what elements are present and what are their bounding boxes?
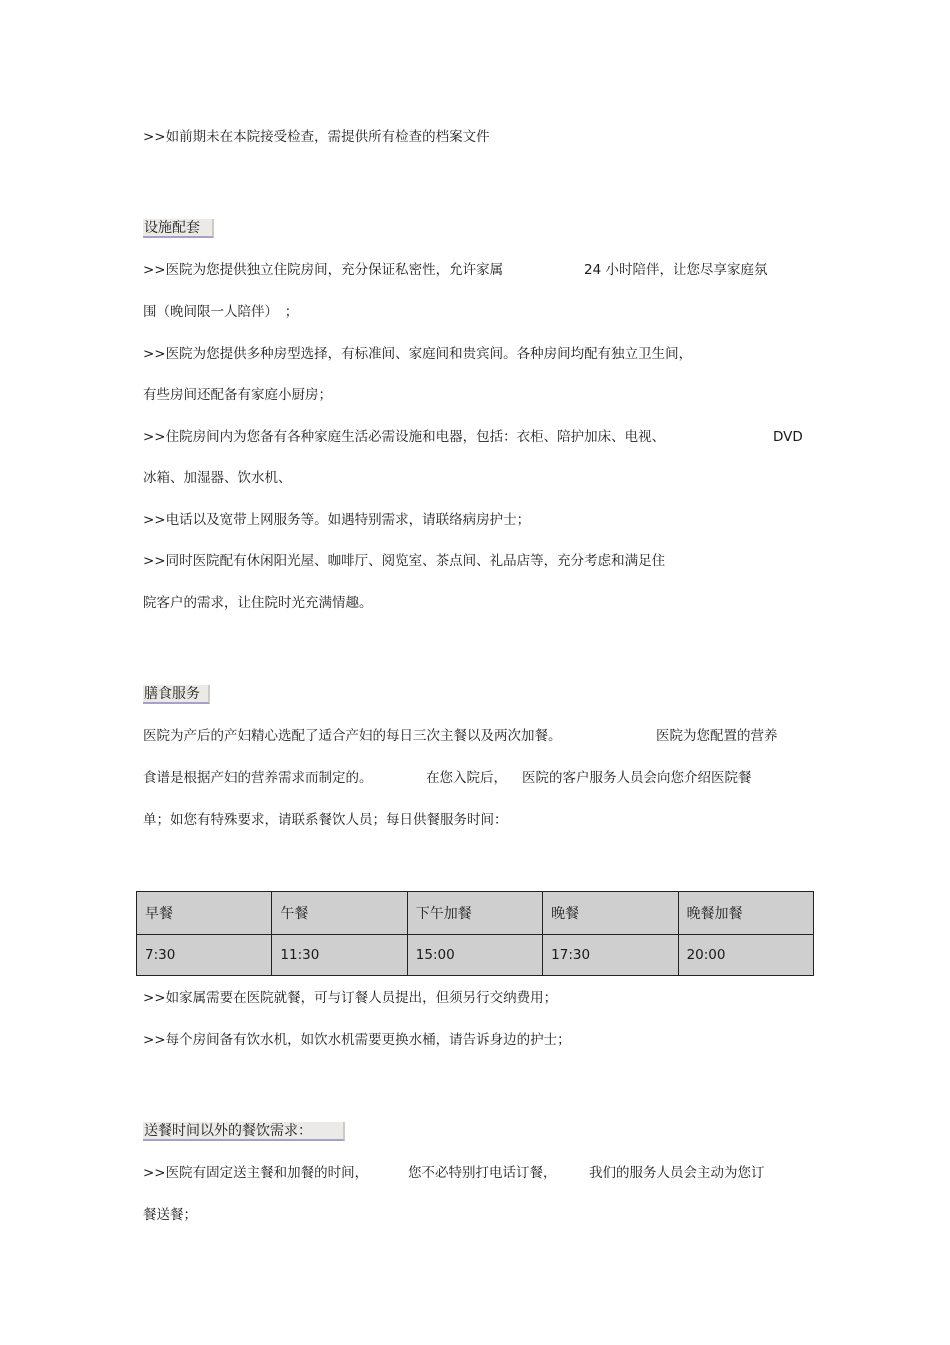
text-segment: DVD [773, 429, 803, 445]
section-heading-meals: 膳食服务 [143, 685, 210, 704]
section-heading-facilities: 设施配套 [143, 219, 214, 238]
paragraph-line: >>电话以及宽带上网服务等。如遇特别需求，请联络病房护士； [143, 512, 531, 528]
paragraph-line: >>医院为您提供多种房型选择，有标准间、家庭间和贵宾间。各种房间均配有独立卫生间， [143, 346, 693, 362]
paragraph-line: >>如家属需要在医院就餐，可与订餐人员提出，但须另行交纳费用； [143, 990, 558, 1006]
text-segment: >>医院为您提供独立住院房间，充分保证私密性，允许家属 [143, 262, 504, 278]
table-cell: 17:30 [543, 935, 678, 976]
text-segment: 在您入院后， [426, 770, 507, 786]
text-segment: 医院的客户服务人员会向您介绍医院餐 [522, 770, 752, 786]
text-segment: 24 小时陪伴，让您尽享家庭氛 [584, 262, 768, 278]
text-segment: >>医院有固定送主餐和加餐的时间， [143, 1165, 369, 1181]
table-header-cell: 早餐 [137, 892, 272, 935]
table-header-row [137, 892, 814, 935]
table-header-cell: 下午加餐 [407, 892, 542, 935]
paragraph-line: >>同时医院配有休闲阳光屋、咖啡厅、阅览室、茶点间、礼品店等，充分考虑和满足住 [143, 553, 666, 569]
section-heading-delivery: 送餐时间以外的餐饮需求： [143, 1122, 345, 1141]
text-segment: 医院为产后的产妇精心选配了适合产妇的每日三次主餐以及两次加餐。 [143, 728, 562, 744]
paragraph-line: 冰箱、加湿器、饮水机、 [143, 470, 292, 486]
table-cell: 7:30 [137, 935, 272, 976]
table-header-cell: 晚餐加餐 [678, 892, 813, 935]
intro-line: >>如前期未在本院接受检查，需提供所有检查的档案文件 [143, 129, 490, 145]
text-segment: 医院为您配置的营养 [656, 728, 778, 744]
paragraph-line: 院客户的需求，让住院时光充满情趣。 [143, 595, 373, 611]
table-cell: 15:00 [407, 935, 542, 976]
table-header-cell: 晚餐 [543, 892, 678, 935]
text-segment: 我们的服务人员会主动为您订 [589, 1165, 765, 1181]
table-row [137, 935, 814, 976]
paragraph-line: 单；如您有特殊要求，请联系餐饮人员；每日供餐服务时间： [143, 812, 508, 828]
paragraph-line: 围（晚间限一人陪伴） ； [143, 304, 299, 320]
meal-schedule-table [136, 891, 814, 976]
table-header-cell: 午餐 [272, 892, 407, 935]
paragraph-line: >>每个房间备有饮水机，如饮水机需要更换水桶，请告诉身边的护士； [143, 1032, 571, 1048]
table-cell: 20:00 [678, 935, 813, 976]
text-segment: >>住院房间内为您备有各种家庭生活必需设施和电器，包括：衣柜、陪护加床、电视、 [143, 429, 666, 445]
paragraph-line: 餐送餐； [143, 1207, 197, 1223]
text-segment: 食谱是根据产妇的营养需求而制定的。 [143, 770, 373, 786]
table-cell: 11:30 [272, 935, 407, 976]
paragraph-line: 有些房间还配备有家庭小厨房； [143, 387, 332, 403]
text-segment: 您不必特别打电话订餐， [408, 1165, 557, 1181]
